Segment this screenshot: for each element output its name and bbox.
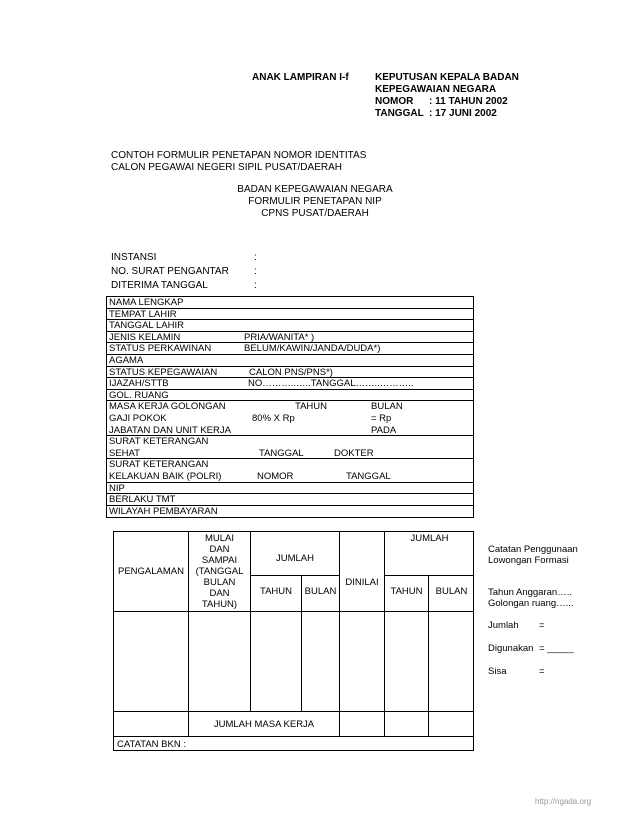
table-row <box>107 448 473 460</box>
side-digunakan <box>488 643 574 654</box>
golongan-ruang: Golongan ruang…... <box>488 598 574 609</box>
row-label: JENIS KELAMIN <box>109 331 181 343</box>
table-border <box>113 531 474 532</box>
table-row <box>107 425 473 437</box>
row-label: GOL. RUANG <box>109 389 169 401</box>
nomor-label: NOMOR <box>375 96 414 107</box>
row-label: STATUS KEPEGAWAIAN <box>109 366 218 378</box>
table-row <box>107 401 473 413</box>
decree-block <box>375 72 519 120</box>
row-label: AGAMA <box>109 354 144 366</box>
table-row <box>107 436 473 448</box>
row-value: = Rp <box>371 412 392 424</box>
tanggal-value: : 17 JUNI 2002 <box>429 108 497 119</box>
table-row <box>107 494 473 506</box>
row-label: TEMPAT LAHIR <box>109 308 177 320</box>
nomor-value: : 11 TAHUN 2002 <box>429 96 508 107</box>
table-row <box>107 332 473 344</box>
info-block <box>111 252 257 294</box>
row-value: DOKTER <box>334 447 374 459</box>
row-label: SEHAT <box>109 447 140 459</box>
row-divider <box>384 575 474 576</box>
table-row <box>107 390 473 402</box>
row-label: SURAT KETERANGAN <box>109 459 209 471</box>
row-divider <box>113 711 474 712</box>
table-row <box>107 297 473 309</box>
dinilai-header: DINILAI <box>345 577 379 588</box>
mulai-line: DAN <box>209 588 230 599</box>
row-divider <box>113 611 474 612</box>
col-divider <box>339 531 340 736</box>
row-label: NAMA LENGKAP <box>109 297 184 308</box>
row-value: BULAN <box>371 401 403 413</box>
row-label: JABATAN DAN UNIT KERJA <box>109 424 231 436</box>
tahun-header-2: TAHUN <box>390 586 423 597</box>
catatan-bkn: CATATAN BKN : <box>117 739 186 750</box>
info-label: DITERIMA TANGGAL <box>111 280 208 291</box>
table-border <box>473 531 474 751</box>
decree-line2: KEPEGAWAIAN NEGARA <box>375 84 497 95</box>
row-label: WILAYAH PEMBAYARAN <box>109 505 218 517</box>
digunakan-label: Digunakan <box>488 643 534 654</box>
table-row <box>107 367 473 379</box>
decree-line1: KEPUTUSAN KEPALA BADAN <box>375 72 519 83</box>
table-row <box>107 320 473 332</box>
row-value: NO………..…..TANGGAL……..……….. <box>248 378 414 390</box>
personal-data-table <box>106 296 474 518</box>
info-sep: : <box>254 280 257 291</box>
table-border <box>113 531 114 751</box>
heading-line3: CPNS PUSAT/DAERAH <box>261 208 369 219</box>
table-row <box>107 471 473 483</box>
info-row-instansi <box>111 252 257 266</box>
row-value: 80% X Rp <box>252 412 295 424</box>
table-row <box>107 343 473 355</box>
row-divider <box>113 736 474 737</box>
jumlah-value: = <box>539 620 545 631</box>
table-row <box>107 355 473 367</box>
decree-tanggal <box>375 108 519 120</box>
decree-nomor <box>375 96 519 108</box>
info-label: INSTANSI <box>111 252 157 263</box>
row-value: CALON PNS/PNS*) <box>249 366 333 378</box>
table-row <box>107 309 473 321</box>
bulan-header-1: BULAN <box>304 586 337 597</box>
experience-table <box>113 531 474 751</box>
table-row <box>107 459 473 471</box>
intro-text <box>111 150 366 174</box>
pengalaman-header: PENGALAMAN <box>118 566 184 577</box>
mulai-line: TAHUN) <box>201 599 238 610</box>
side-title-line2: Lowongan Formasi <box>488 555 569 566</box>
row-label: GAJI POKOK <box>109 412 167 424</box>
mulai-line: BULAN <box>203 577 236 588</box>
jumlah-label: Jumlah <box>488 620 519 631</box>
row-value: NOMOR <box>257 470 294 482</box>
tahun-anggaran: Tahun Anggaran….. <box>488 587 572 598</box>
row-label: STATUS PERKAWINAN <box>109 343 212 355</box>
table-row <box>107 378 473 390</box>
table-row <box>107 483 473 495</box>
heading-line1: BADAN KEPEGAWAIAN NEGARA <box>237 184 393 195</box>
col-divider <box>384 531 385 736</box>
row-label: BERLAKU TMT <box>109 494 176 506</box>
mulai-line: (TANGGAL <box>195 566 244 577</box>
mulai-header <box>189 533 250 610</box>
mulai-line: MULAI <box>204 533 235 544</box>
row-label: IJAZAH/STTB <box>109 378 169 390</box>
row-label: SURAT KETERANGAN <box>109 436 209 448</box>
table-row <box>107 413 473 425</box>
jumlah-header-2: JUMLAH <box>410 533 449 544</box>
row-label: MASA KERJA GOLONGAN <box>109 401 226 413</box>
mulai-line: DAN <box>209 544 230 555</box>
info-sep: : <box>254 266 257 277</box>
info-row-diterima <box>111 280 257 294</box>
row-value: TANGGAL <box>259 447 304 459</box>
digunakan-value: = _____ <box>539 643 574 654</box>
mulai-line: SAMPAI <box>201 555 238 566</box>
info-sep: : <box>254 252 257 263</box>
watermark-url: http://ngada.org <box>535 797 592 806</box>
jumlah-header-1: JUMLAH <box>275 553 314 564</box>
row-value: TAHUN <box>295 401 328 413</box>
tanggal-label: TANGGAL <box>375 108 424 119</box>
row-value: PRIA/WANITA* ) <box>244 331 315 343</box>
heading-line2: FORMULIR PENETAPAN NIP <box>248 196 382 207</box>
row-value: TANGGAL <box>346 470 391 482</box>
table-border <box>113 750 474 751</box>
form-heading <box>200 184 430 220</box>
row-divider <box>250 575 339 576</box>
side-notes-title <box>488 544 578 566</box>
side-notes-budget <box>488 587 574 609</box>
side-sisa <box>488 666 545 677</box>
info-row-surat <box>111 266 257 280</box>
row-label: KELAKUAN BAIK (POLRI) <box>109 470 222 482</box>
side-jumlah <box>488 620 545 631</box>
sisa-value: = <box>539 666 545 677</box>
table-row <box>107 506 473 518</box>
info-label: NO. SURAT PENGANTAR <box>111 266 229 277</box>
intro-line2: CALON PEGAWAI NEGERI SIPIL PUSAT/DAERAH <box>111 162 342 173</box>
annex-label: ANAK LAMPIRAN I-f <box>252 72 349 83</box>
side-title-line1: Catatan Penggunaan <box>488 544 578 555</box>
intro-line1: CONTOH FORMULIR PENETAPAN NOMOR IDENTITAS <box>111 150 367 161</box>
tahun-header-1: TAHUN <box>259 586 293 597</box>
row-value: BELUM/KAWIN/JANDA/DUDA*) <box>244 343 381 355</box>
sisa-label: Sisa <box>488 666 507 677</box>
row-label: TANGGAL LAHIR <box>109 320 184 332</box>
jumlah-masa-kerja: JUMLAH MASA KERJA <box>213 719 315 730</box>
row-label: NIP <box>109 482 125 494</box>
row-value: PADA <box>371 424 397 436</box>
bulan-header-2: BULAN <box>435 586 468 597</box>
